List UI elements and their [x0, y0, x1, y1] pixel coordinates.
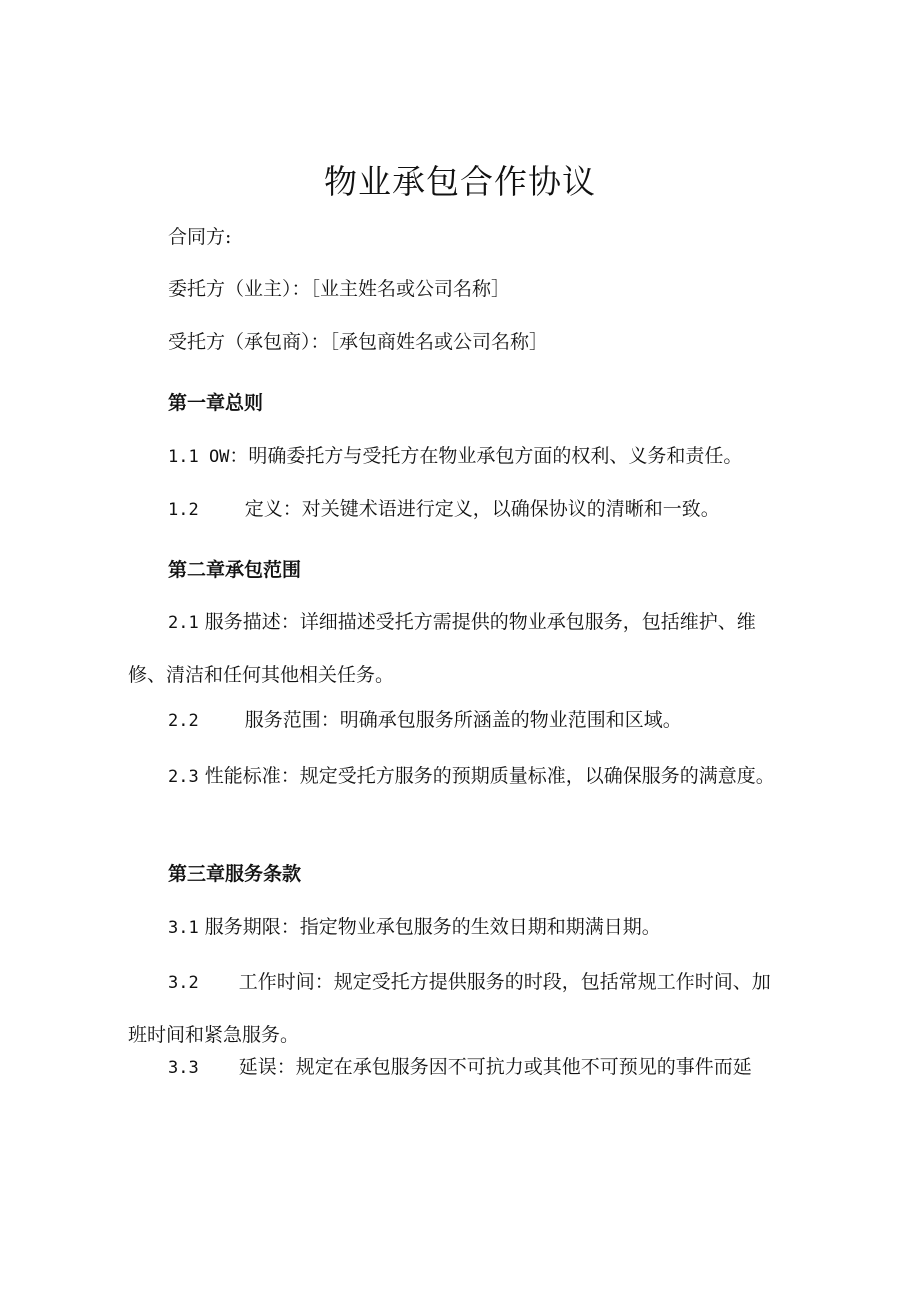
contractor-party: 受托方（承包商）：［承包商姓名或公司名称］	[168, 331, 549, 353]
document-title: 物业承包合作协议	[324, 162, 596, 201]
clause-number: 3.3	[168, 1058, 199, 1078]
clause-2-3	[128, 750, 780, 803]
clause-1-2	[168, 500, 720, 519]
clause-text: 性能标准：规定受托方服务的预期质量标准，以确保服务的满意度。	[204, 765, 775, 787]
clause-text: 服务范围：明确承包服务所涵盖的物业范围和区域。	[244, 709, 682, 731]
clause-number: 2.1	[168, 613, 199, 633]
clause-text: 定义：对关键术语进行定义，以确保协议的清晰和一致。	[244, 498, 720, 520]
clause-text: 服务描述：详细描述受托方需提供的物业承包服务，包括维护、维修、清洁和任何其他相关任务。	[128, 611, 756, 686]
clause-text: ：明确委托方与受托方在物业承包方面的权利、义务和责任。	[229, 445, 743, 467]
clause-number: 2.3	[168, 767, 199, 787]
client-party: 委托方（业主）：［业主姓名或公司名称］	[168, 278, 511, 300]
chapter-3-heading: 第三章服务条款	[168, 863, 302, 885]
clause-number: 1.1 OW	[168, 447, 230, 467]
clause-1-1	[168, 447, 742, 466]
clause-number: 2.2	[168, 711, 199, 731]
clause-number: 3.2	[168, 973, 199, 993]
clause-3-3	[168, 1058, 752, 1077]
chapter-1-heading: 第一章总则	[168, 392, 264, 414]
clause-number: 3.1	[168, 918, 199, 938]
clause-3-2	[128, 956, 780, 1061]
clause-text: 服务期限：指定物业承包服务的生效日期和期满日期。	[204, 916, 661, 938]
clause-text: 延误：规定在承包服务因不可抗力或其他不可预见的事件而延	[238, 1056, 752, 1078]
clause-text: 工作时间：规定受托方提供服务的时段，包括常规工作时间、加班时间和紧急服务。	[128, 971, 771, 1046]
clause-2-2	[168, 711, 682, 730]
clause-3-1	[168, 918, 661, 937]
chapter-2-heading: 第二章承包范围	[168, 559, 302, 581]
clause-2-1	[128, 596, 780, 701]
parties-label: 合同方:	[168, 226, 232, 248]
clause-number: 1.2	[168, 500, 199, 520]
